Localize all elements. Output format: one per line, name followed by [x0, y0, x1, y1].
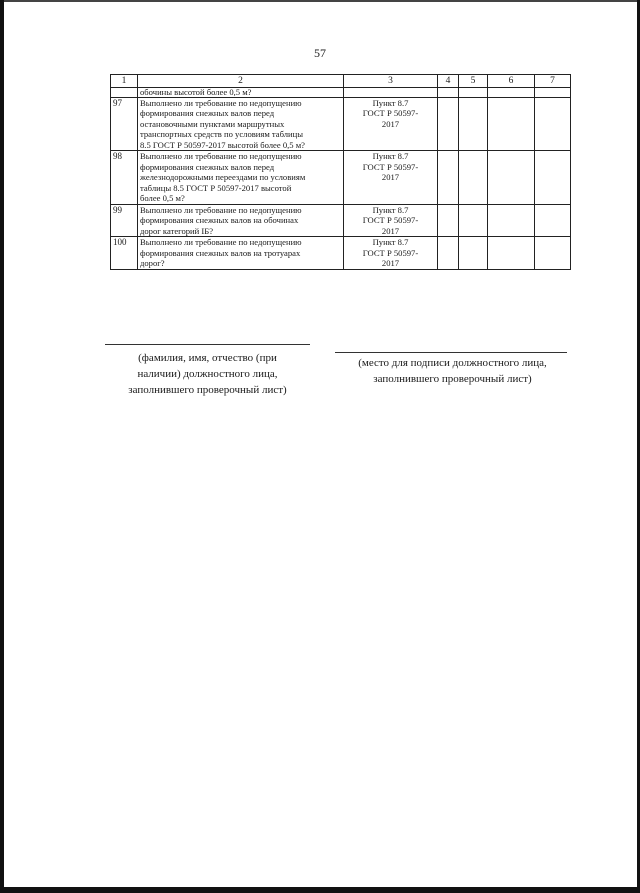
requirement-line: остановочными пунктами маршрутных: [140, 118, 285, 129]
caption-line: заполнившего проверочный лист): [128, 383, 287, 396]
reference-line: Пункт 8.7: [372, 98, 409, 108]
table-row: [111, 98, 571, 151]
reference-line: ГОСТ Р 50597-: [362, 215, 419, 226]
reference-cell: [344, 237, 438, 269]
reference-line: Пункт 8.7: [372, 204, 409, 215]
fio-caption: [100, 351, 315, 399]
answer-cell: [438, 237, 459, 269]
requirement-line: формирования снежных валов перед: [140, 108, 275, 119]
requirement-text: [138, 151, 344, 204]
requirement-line: железнодорожными переездами по условиям: [140, 172, 306, 183]
continuation-text: обочины высотой более 0,5 м?: [138, 88, 344, 98]
scan-border-left: [0, 0, 4, 893]
requirement-line: формирования снежных валов перед: [140, 161, 275, 172]
answer-cell: [459, 98, 488, 151]
answer-cell: [488, 98, 535, 151]
requirement-line: дорог категорий IБ?: [140, 225, 214, 236]
reference-line: 2017: [381, 225, 400, 236]
empty-cell: [438, 88, 459, 98]
page-number: 57: [314, 46, 326, 60]
reference-line: Пункт 8.7: [372, 237, 409, 248]
fio-signature-line: [105, 344, 310, 345]
header-cell: 2: [138, 75, 344, 88]
checklist-table: [110, 74, 571, 270]
answer-cell: [488, 237, 535, 269]
empty-cell: [344, 88, 438, 98]
requirement-line: формирования снежных валов на тротуарах: [140, 247, 301, 258]
answer-cell: [438, 98, 459, 151]
empty-cell: [111, 88, 138, 98]
signature-place-line: [335, 352, 567, 353]
answer-cell: [459, 151, 488, 204]
answer-cell: [438, 151, 459, 204]
requirement-line: более 0,5 м?: [140, 193, 185, 204]
scan-border-top: [0, 0, 640, 2]
answer-cell: [459, 204, 488, 236]
reference-line: ГОСТ Р 50597-: [362, 108, 419, 119]
row-number: 100: [111, 237, 138, 269]
answer-cell: [535, 151, 571, 204]
reference-cell: [344, 98, 438, 151]
signature-place-caption: [330, 356, 575, 388]
reference-line: ГОСТ Р 50597-: [362, 247, 419, 258]
requirement-text: [138, 98, 344, 151]
table-row: [111, 151, 571, 204]
requirement-line: таблицы 8.5 ГОСТ Р 50597-2017 высотой: [140, 182, 292, 193]
answer-cell: [488, 204, 535, 236]
reference-line: ГОСТ Р 50597-: [362, 161, 419, 172]
requirement-text: [138, 237, 344, 269]
header-cell: 1: [111, 75, 138, 88]
answer-cell: [535, 98, 571, 151]
answer-cell: [438, 204, 459, 236]
answer-cell: [535, 204, 571, 236]
header-cell: 4: [438, 75, 459, 88]
table-row: [111, 204, 571, 236]
row-number: 97: [111, 98, 138, 151]
requirement-line: дорог?: [140, 258, 165, 269]
table-row: [111, 237, 571, 269]
table-header-row: [111, 75, 571, 88]
requirement-line: Выполнено ли требование по недопущению: [140, 151, 302, 162]
reference-cell: [344, 204, 438, 236]
header-cell: 3: [344, 75, 438, 88]
caption-line: наличии) должностного лица,: [137, 367, 278, 380]
caption-line: заполнившего проверочный лист): [373, 372, 532, 385]
header-cell: 6: [488, 75, 535, 88]
caption-line: (место для подписи должностного лица,: [358, 357, 547, 369]
empty-cell: [459, 88, 488, 98]
empty-cell: [488, 88, 535, 98]
answer-cell: [459, 237, 488, 269]
reference-line: 2017: [381, 258, 400, 269]
requirement-line: формирования снежных валов на обочинах: [140, 215, 299, 226]
reference-line: Пункт 8.7: [372, 151, 409, 162]
reference-cell: [344, 151, 438, 204]
requirement-line: Выполнено ли требование по недопущению: [140, 204, 302, 215]
caption-line: (фамилия, имя, отчество (при: [138, 352, 277, 364]
reference-line: 2017: [381, 172, 400, 183]
reference-line: 2017: [381, 118, 400, 129]
row-number: 98: [111, 151, 138, 204]
answer-cell: [535, 237, 571, 269]
header-cell: 7: [535, 75, 571, 88]
scan-border-bottom: [0, 887, 640, 893]
requirement-line: 8.5 ГОСТ Р 50597-2017 высотой более 0,5 м?: [140, 139, 305, 150]
requirement-line: транспортных средств по условиям таблицы: [140, 129, 304, 140]
header-cell: 5: [459, 75, 488, 88]
answer-cell: [488, 151, 535, 204]
table-row-continuation: [111, 88, 571, 98]
requirement-text: [138, 204, 344, 236]
empty-cell: [535, 88, 571, 98]
requirement-line: Выполнено ли требование по недопущению: [140, 98, 302, 108]
row-number: 99: [111, 204, 138, 236]
requirement-line: Выполнено ли требование по недопущению: [140, 237, 302, 248]
